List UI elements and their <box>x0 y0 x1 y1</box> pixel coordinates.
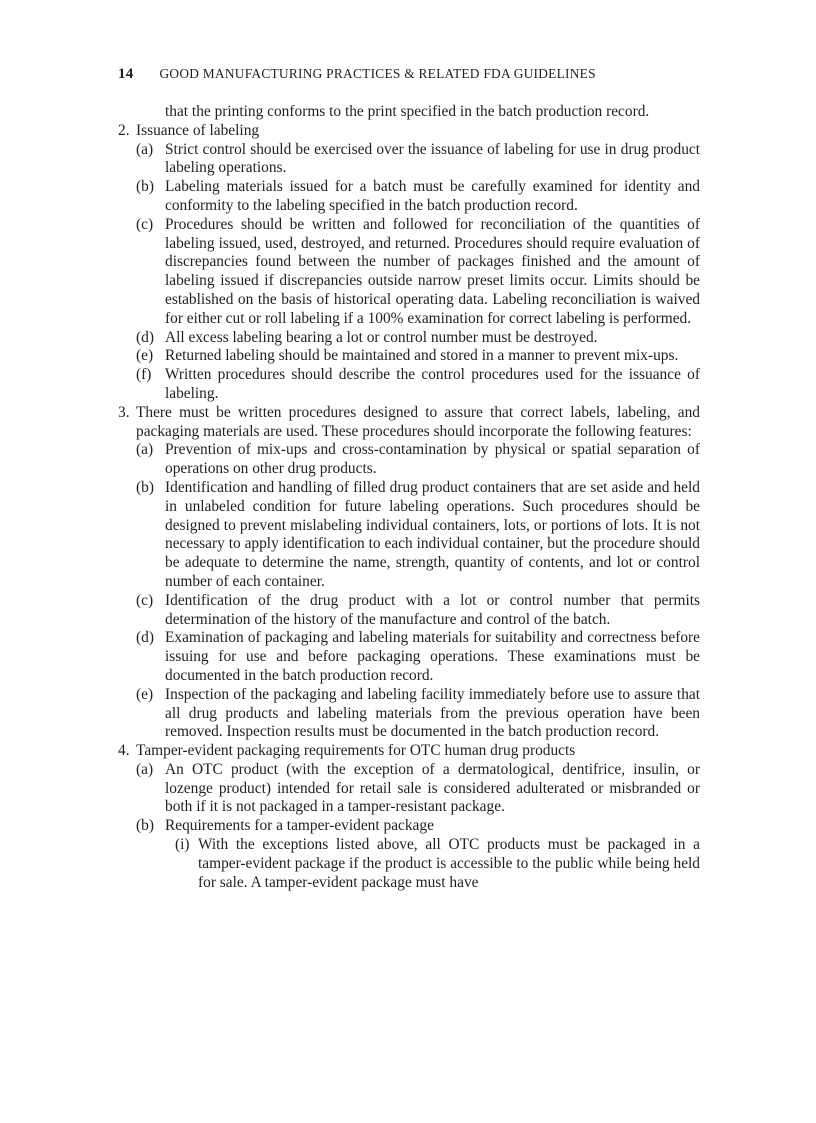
list-marker: (i) <box>175 836 190 854</box>
list-item-3c <box>118 592 700 630</box>
list-marker: (c) <box>136 215 154 233</box>
list-item-2c <box>118 216 700 329</box>
list-item-text: Issuance of labeling <box>136 121 260 139</box>
list-item-text: Requirements for a tamper-evident package <box>165 817 434 835</box>
list-marker: (a) <box>136 140 154 158</box>
list-item-4 <box>118 742 700 761</box>
list-marker: (e) <box>136 685 154 703</box>
list-item-text: Returned labeling should be maintained and stored in a manner to prevent mix-ups. <box>165 347 679 365</box>
list-item-4a <box>118 761 700 817</box>
list-marker: (d) <box>136 328 154 346</box>
list-item-3d <box>118 629 700 685</box>
list-marker: (b) <box>136 178 154 196</box>
list-item-text: Identification and handling of filled drug product containers that are set aside and held in unlabeled condition for future labeling operations. Such procedures should be designed to prevent mislabeling individual containers, lots, or portions of lots. It is not necessary to apply identification to each individual container, but the procedure should be adequate to determine the name, strength, quantity of contents, and lot or control number of each container. <box>165 478 700 590</box>
page-body <box>118 103 700 892</box>
page-number: 14 <box>118 66 134 82</box>
list-item-text: Inspection of the packaging and labeling facility immediately before use to assure that all drug products and labeling materials from the previous operation have been removed. Inspection results must be documented in the batch production record. <box>165 685 700 741</box>
list-item-2b <box>118 178 700 216</box>
list-item-text: Written procedures should describe the control procedures used for the issuance of labeling. <box>165 366 700 402</box>
list-number: 3. <box>118 403 130 421</box>
list-item-text: Prevention of mix-ups and cross-contamination by physical or spatial separation of operations on other drug products. <box>165 441 700 478</box>
list-marker: (b) <box>136 817 154 835</box>
list-item-text: Procedures should be written and followed for reconciliation of the quantities of labeling issued, used, destroyed, and returned. Procedures should require evaluation of discrepancies found between the number of packages finished and the amount of labeling issued if discrepancies outside narrow preset limits occur. Limits should be established on the basis of historical operating data. Labeling reconciliation is waived for either cut or roll labeling if a 100% examination for correct labeling is performed. <box>165 215 700 327</box>
list-item-3 <box>118 404 700 442</box>
list-item-text: There must be written procedures designed to assure that correct labels, labeling, and packaging materials are used. These procedures should incorporate the following features: <box>136 403 700 440</box>
continuation-paragraph <box>118 103 700 122</box>
running-title: GOOD MANUFACTURING PRACTICES & RELATED FDA GUIDELINES <box>159 66 596 81</box>
list-item-2a <box>118 141 700 179</box>
list-item-3b <box>118 479 700 592</box>
list-number: 2. <box>118 121 130 139</box>
list-item-text: With the exceptions listed above, all OTC products must be packaged in a tamper-evident package if the product is accessible to the public while being held for sale. A tamper-evident package must have <box>198 836 700 891</box>
list-item-text: Tamper-evident packaging requirements for OTC human drug products <box>136 742 576 760</box>
list-marker: (d) <box>136 629 154 647</box>
list-item-2e <box>118 347 700 366</box>
list-item-text: Examination of packaging and labeling materials for suitability and correctness before issuing for use and before packaging operations. These examinations must be documented in the batch production record. <box>165 629 700 684</box>
list-item-2d <box>118 329 700 348</box>
list-item-3e <box>118 686 700 742</box>
list-item-4b <box>118 817 700 836</box>
list-marker: (a) <box>136 760 154 778</box>
list-item-2f <box>118 366 700 404</box>
list-item-text: An OTC product (with the exception of a dermatological, dentifrice, insulin, or lozenge product) intended for retail sale is considered adulterated or misbranded or both if it is not packaged in a tamper-resistant package. <box>165 760 700 816</box>
list-item-text: All excess labeling bearing a lot or control number must be destroyed. <box>165 328 598 346</box>
list-marker: (b) <box>136 478 154 496</box>
list-item-3a <box>118 441 700 479</box>
list-marker: (e) <box>136 347 154 365</box>
list-marker: (c) <box>136 591 154 609</box>
list-item-4b-i <box>118 836 700 892</box>
continuation-text: that the printing conforms to the print specified in the batch production record. <box>165 103 650 120</box>
list-marker: (a) <box>136 441 154 459</box>
list-marker: (f) <box>136 366 152 384</box>
list-item-text: Strict control should be exercised over the issuance of labeling for use in drug product labeling operations. <box>165 140 700 177</box>
list-item-text: Labeling materials issued for a batch must be carefully examined for identity and conformity to the labeling specified in the batch production record. <box>165 178 700 214</box>
list-number: 4. <box>118 742 130 760</box>
running-head <box>118 66 596 83</box>
list-item-text: Identification of the drug product with a lot or control number that permits determination of the history of the manufacture and control of the batch. <box>165 591 700 628</box>
list-item-2 <box>118 122 700 141</box>
